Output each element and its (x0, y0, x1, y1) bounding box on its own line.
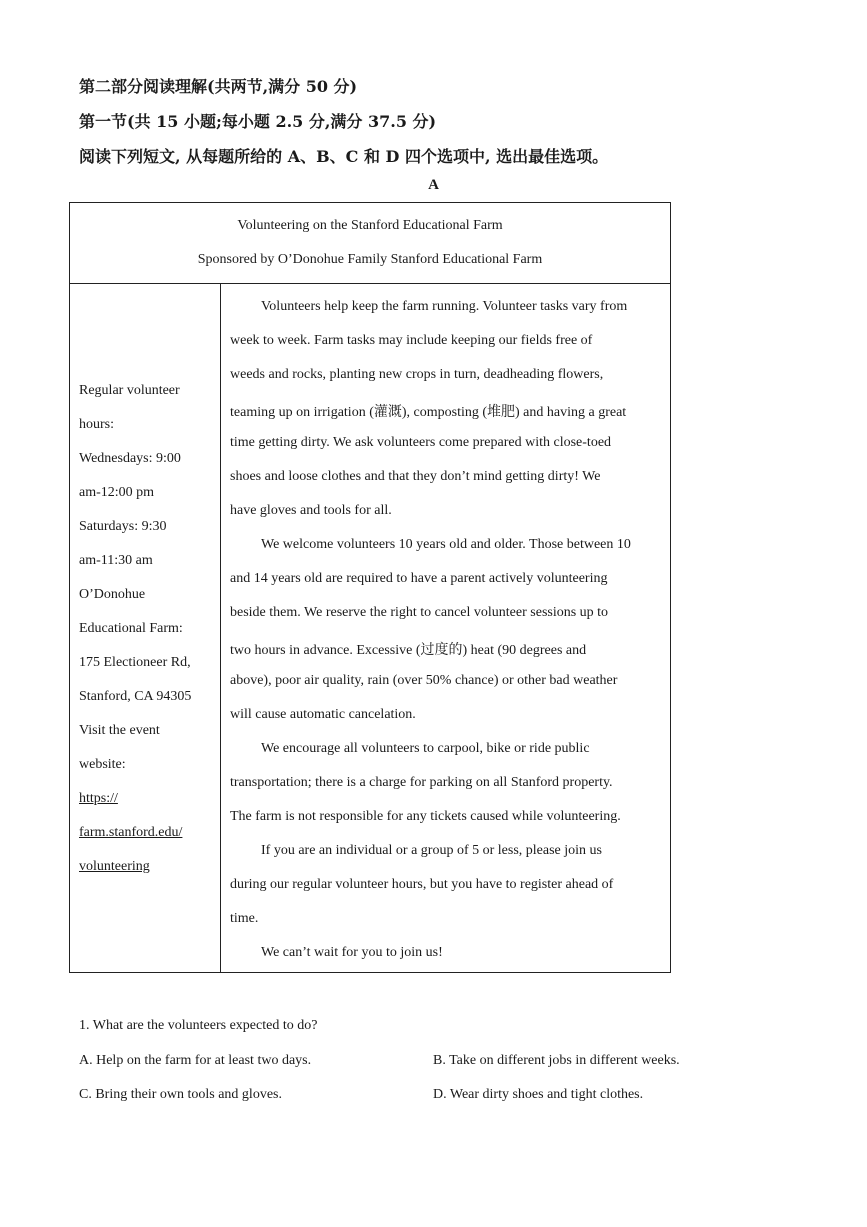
body-line: during our regular volunteer hours, but you have to register ahead of (230, 877, 614, 892)
sidebar-line: hours: (79, 417, 114, 432)
notice-sponsor: Sponsored by O’Donohue Family Stanford Educational Farm (197, 252, 543, 267)
sidebar-line: Wednesdays: 9:00 (79, 451, 181, 466)
sidebar-line: Visit the event (79, 723, 160, 738)
sidebar-line: Saturdays: 9:30 (79, 519, 167, 534)
option-a[interactable]: A. Help on the farm for at least two days. (79, 1053, 312, 1068)
body-line: The farm is not responsible for any tickets caused while volunteering. (230, 809, 621, 824)
sidebar-line: Educational Farm: (79, 621, 183, 636)
section-heading: 第一节(共 15 小题;每小题 2.5 分,满分 37.5 分) (79, 112, 437, 131)
body-line: above), poor air quality, rain (over 50% chance) or other bad weather (230, 673, 618, 688)
website-link[interactable]: https:// (79, 791, 118, 806)
body-line: week to week. Farm tasks may include keeping our fields free of (230, 333, 593, 348)
option-c[interactable]: C. Bring their own tools and gloves. (79, 1087, 282, 1102)
body-line: Volunteers help keep the farm running. Volunteer tasks vary from (261, 299, 628, 314)
body-line: two hours in advance. Excessive (过度的) heat (90 degrees and (230, 643, 587, 658)
notice-sidebar (70, 284, 221, 972)
body-line: transportation; there is a charge for parking on all Stanford property. (230, 775, 613, 790)
body-line: shoes and loose clothes and that they don’t mind getting dirty! We (230, 469, 601, 484)
body-line: time getting dirty. We ask volunteers come prepared with close-toed (230, 435, 612, 450)
body-line: have gloves and tools for all. (230, 503, 392, 518)
website-link[interactable]: farm.stanford.edu/ (79, 825, 183, 840)
body-line: beside them. We reserve the right to cancel volunteer sessions up to (230, 605, 609, 620)
sidebar-line: am-12:00 pm (79, 485, 155, 500)
volunteer-notice-table (69, 202, 671, 973)
sidebar-line: Stanford, CA 94305 (79, 689, 192, 704)
sidebar-line: Regular volunteer (79, 383, 180, 398)
option-d[interactable]: D. Wear dirty shoes and tight clothes. (433, 1087, 644, 1102)
notice-title: Volunteering on the Stanford Educational Farm (237, 218, 503, 233)
body-line: We welcome volunteers 10 years old and older. Those between 10 (261, 537, 631, 552)
body-line: weeds and rocks, planting new crops in turn, deadheading flowers, (230, 367, 604, 382)
sidebar-line: am-11:30 am (79, 553, 153, 568)
option-b[interactable]: B. Take on different jobs in different weeks. (433, 1053, 680, 1068)
body-line: and 14 years old are required to have a parent actively volunteering (230, 571, 608, 586)
body-line: We encourage all volunteers to carpool, bike or ride public (261, 741, 590, 756)
body-line: If you are an individual or a group of 5 or less, please join us (261, 843, 602, 858)
sidebar-line: website: (79, 757, 126, 772)
part-heading: 第二部分阅读理解(共两节,满分 50 分) (79, 77, 358, 96)
question-stem: 1. What are the volunteers expected to do? (79, 1018, 318, 1033)
passage-letter: A (428, 177, 439, 193)
body-line: We can’t wait for you to join us! (261, 945, 443, 960)
sidebar-line: 175 Electioneer Rd, (79, 655, 191, 670)
body-line: will cause automatic cancelation. (230, 707, 416, 722)
instructions: 阅读下列短文, 从每题所给的 A、B、C 和 D 四个选项中, 选出最佳选项。 (79, 147, 609, 166)
notice-header (70, 203, 670, 284)
website-link[interactable]: volunteering (79, 859, 150, 874)
body-line: teaming up on irrigation (灌溉), composting (堆肥) and having a great (230, 405, 627, 420)
sidebar-line: O’Donohue (79, 587, 146, 602)
body-line: time. (230, 911, 259, 926)
